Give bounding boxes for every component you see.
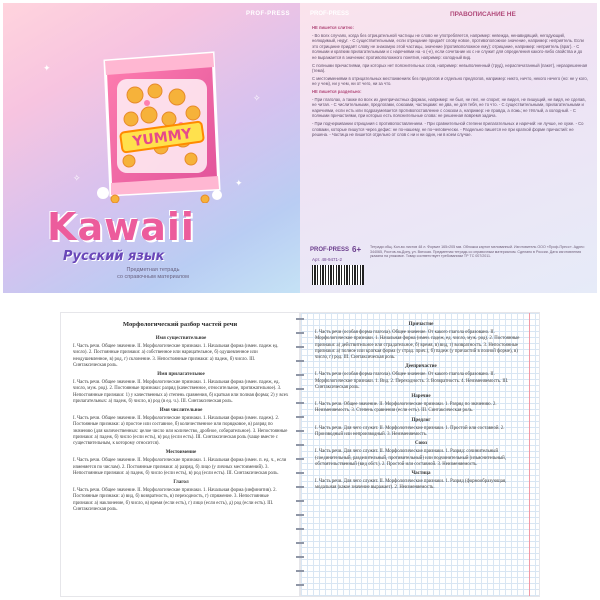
footer-brand: PROF-PRESS (310, 247, 350, 253)
section-text: I. Часть речи. Общее значение. II. Морфологические признаки. 1. Начальная форма (имен. падеж). 2. Постоянные признаки: а) простое или составное, б) количественное или порядковое, в) разряд по значению (для количественных: целое число или количество, дробное, собирательное). 3. Непостоянные признаки: а) падеж, б) число (если есть), в) род (если есть). III. Синтаксическая роль (чаще вместе с существительным, к которому относится). (73, 416, 288, 447)
section-heading: Имя числительное (159, 408, 203, 414)
left-page (60, 312, 300, 597)
brand-label: PROF-PRESS (245, 11, 290, 17)
section-text: I. Часть речи. Общее значение. II. Морфологические признаки. 1. Разряд по значению. 2. Неизменяемость. 3. Степень сравнения (если есть). III. Синтаксическая роль. (315, 402, 497, 414)
rule-paragraph: С местоимениями в отрицательных местоимениях без предлогов и отдельно предлогов, например: никто, ничто, некого нечего (но: не у кого, не у чем), ни у чем, ни от чего, ни за что. (312, 75, 588, 87)
cover-title: Kawaii (47, 205, 195, 249)
snack-label: YUMMY (131, 125, 193, 151)
rule-paragraph: - При подчеркивании отрицания с противопоставлением. - При сравнительной степени прилагательных и наречий: не лучше, не хуже. - Со словами, которые пишутся через дефис: не по-нашему, не по-человечески. - Раздельно пишется не при краткой форме причастий: не решена. - Частица не пишется отдельно от слов с ни и ни один, ни в коем случае. (312, 120, 584, 138)
cover-spread (3, 3, 597, 293)
section-text: I. Часть речи. Общее значение. II. Морфологические признаки. 1. Начальная форма (имен. п. ед. ч., если изменяется по числам). 2. Постоянные признаки: а) разряд, б) лицо (у личных местоимений). 3. Непостоянные признаки: а) падеж, б) число (если есть), в) род (если есть). III. Синтаксическая роль. (73, 458, 287, 476)
right-page (300, 312, 540, 597)
front-cover (3, 3, 300, 293)
article-number: Арт. 48-9471-2 (312, 257, 342, 262)
cover-note (83, 267, 223, 281)
section-heading: Предлог (411, 417, 431, 423)
brand-label: PROF-PRESS (310, 11, 350, 17)
section-text: I. Часть речи. Для чего служит. II. Морфологические признаки. 1. Разряд: сочинительный (соединительный, разделительный, противительный) или подчинительный (изъяснительный, обстоятельственный (вид обст.). 2. Простой или составной. 3. Неизменяемость. (315, 449, 506, 467)
inside-spread (60, 312, 540, 597)
left-page-text (73, 333, 289, 513)
cover-note-line: Предметная тетрадь (126, 267, 180, 273)
page-title: Морфологический разбор частей речи (122, 321, 238, 328)
back-heading: ПРАВОПИСАНИЕ НЕ (450, 11, 516, 18)
back-rules-text (312, 25, 588, 140)
section-text: I. Часть речи. Для чего служит. II. Морфологические признаки. 1. Простой или составной. 2. Производный или непроизводный. 3. Неизменяемость. (315, 425, 505, 438)
back-footer (310, 243, 590, 287)
section-text: I. Часть речи. Общее значение. II. Морфологические признаки. 1. Начальная форма (имен. падеж ед. число). 2. Постоянные признаки: а) собственное или нарицательное, б) одушевленное или неодушевленное, в) род, г) склонение. 3. Непостоянные признаки: а) падеж, б) число. III. Синтаксическая роль. (73, 344, 279, 368)
section-heading: Деепричастие (405, 364, 437, 370)
age-rating-badge: 6+ (352, 245, 362, 254)
sparkle-icon: ✦ (235, 178, 243, 188)
barcode (312, 265, 364, 285)
right-page-text (315, 319, 527, 492)
section-text: I. Часть речи (особая форма глагола). Общее значение. От какого глагола образовано. II. Морфологические признаки. 1. Вид. 2. Переходность. 3. Возвратность. 4. Неизменяемость. III. Синтаксическая роль. (315, 372, 509, 390)
snack-bag-illustration (95, 43, 225, 203)
rule-heading: НЕ пишется раздельно: (312, 88, 362, 94)
margin-line (529, 313, 530, 596)
sparkle-icon: ✦ (43, 63, 51, 73)
rule-paragraph: С полными причастиями, при которых нет пояснительных слов, например: невыполненный (труд), нераспечатанный (пакет), неразрешенная (тема). (312, 62, 588, 74)
rule-paragraph: - Во всех случаях, когда без отрицательной частицы не слово не употребляется, например: невежда, ненавидящий, негодующий, нелюдимый, недуг. - С существительными, если отрицание придаёт слову новое, противоположное значение, например: неприятель. Если это отрицание придаёт слову не знакомую этой частицы, значение (противоположное ему): отрицание, например: неприятель (враг). - С полными и кратким прилагательными и с наречиями на -о (-е), если сочетание их с не служит для определения какого-либо свойства и до не выражается в значении: противоположного понятия, например: холодный вид. (312, 32, 584, 60)
rule-heading: НЕ пишется слитно: (312, 25, 354, 30)
section-heading: Местоимение (165, 450, 197, 456)
section-text: I. Часть речи. Для чего служит. II. Морфологические признаки. 1. Разряд (формообразующая, модальная (какое значение выражает). 2. Неизменяемость. (315, 479, 507, 491)
section-heading: Наречие (411, 394, 431, 400)
cover-subtitle: Русский язык (63, 249, 165, 264)
spiral-binding (296, 312, 304, 597)
back-cover (300, 3, 597, 293)
section-heading: Имя существительное (155, 336, 207, 341)
section-text: I. Часть речи. Общее значение. II. Морфологические признаки. 1. Начальная форма (инфинитив). 2. Постоянные признаки: а) вид, б) возвратность, в) переходность, г) спряжение. 3. Непостоянные признаки: а) наклонение, б) число, в) время (если есть), г) лицо (если есть), д) род (если есть). III. Синтаксическая роль. (73, 488, 277, 512)
rule-paragraph: - При глаголах, а также во всех их деепричастных формах, например: не был, не пел, не спорит, не видел, не пишущий, не видя, не сделав, не читая. - С числительными, предлогами, союзами, частицами: не два, не для тебя, не то что. - С существительными, прилагательными и наречиями, если есть или подразумевается противопоставление с союзом а, например: не правда, а ложь; не тёплый, а холодный. - С полными причастиями, при которых есть пояснительные слова: не решенная вовремя задача. (312, 96, 586, 119)
cover-note-line: со справочным материалом (117, 274, 189, 280)
section-heading: Имя прилагательное (157, 372, 205, 378)
section-heading: Причастие (408, 322, 434, 327)
section-text: I. Часть речи (особая форма глагола). Общее значение. От какого глагола образовано. II. Морфологические признаки. 1. Начальная форма (имен. падеж, ед. число, муж. род). 2. Постоянные признаки: а) действительное или страдательное, б) время, в) вид, г) возвратность. 3. Непостоянные признаки: а) полное или краткая форма (у страд. прич.), б) падеж (у причастий в полной форме), в) число, г) род. III. Синтаксическая роль. (315, 330, 520, 361)
sparkle-icon: ✧ (253, 93, 261, 103)
sparkle-icon: ✧ (73, 173, 81, 183)
section-heading: Глагол (173, 480, 189, 486)
section-text: I. Часть речи. Общее значение. II. Морфологические признаки. 1. Начальная форма (имен. падеж, ед. число, муж. род). 2. Постоянные признаки: разряд (качественное, относительное, притяжательное). 3. Непостоянные признаки: 1) у качественных а) степень сравнения, б) краткая или полная форма; 2) у всех прилагательных: а) падеж, б) число, в) род (в ед. ч.). III. Синтаксическая роль. (73, 380, 289, 404)
footer-legal-text: Тетради общ. Кол-во листов 48 л. Формат 165×205 мм. Обложка картон мелованный. Изготовитель ООО «Проф-Пресс». Адрес: 344065, Ростов-на-Дону, ул. Вятская. Предметная тетрадь со справочным материалом. Сделано в России. Дата изготовления указана на упаковке. Товар соответствует требованиям ТР ТС 007/2011. (370, 245, 585, 259)
section-heading: Союз (415, 441, 427, 447)
section-heading: Частица (411, 471, 431, 477)
